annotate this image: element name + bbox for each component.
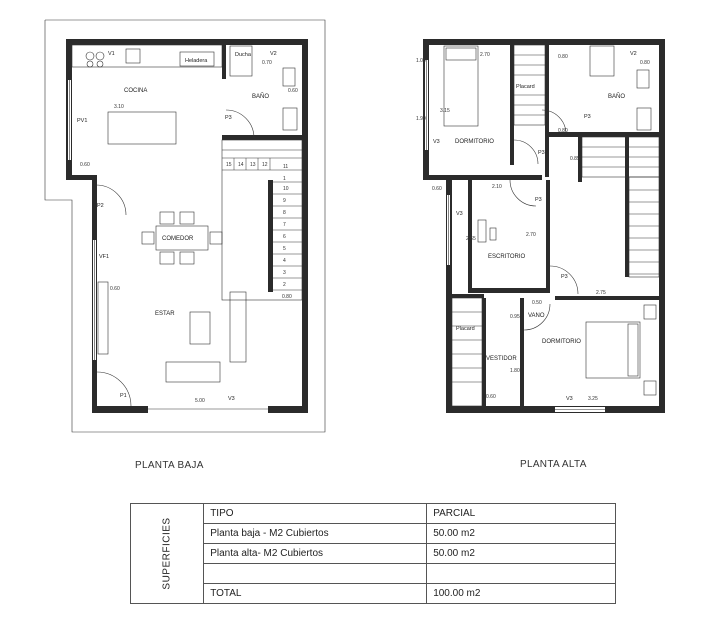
surfaces-side-label: SUPERFICIES bbox=[131, 504, 204, 604]
dim-060: 0.60 bbox=[486, 394, 496, 400]
step-label: 4 bbox=[283, 258, 286, 264]
bed-dorm2 bbox=[586, 322, 640, 378]
label-v3: V3 bbox=[228, 396, 235, 402]
wall-dorm2-north bbox=[555, 296, 659, 300]
room-bano-pa: BAÑO bbox=[608, 94, 626, 100]
bed-dorm1 bbox=[444, 46, 478, 126]
label-v2: V2 bbox=[270, 51, 277, 57]
placard-vestidor bbox=[452, 298, 482, 406]
wall-dorm1-south bbox=[452, 175, 542, 180]
toilet-pa bbox=[637, 70, 649, 88]
dim-270-a: 2.70 bbox=[480, 52, 490, 58]
dim-180: 1.80 bbox=[510, 368, 520, 374]
step-label: 8 bbox=[283, 210, 286, 216]
dim-080-c: 0.80 bbox=[640, 60, 650, 66]
step-label: 14 bbox=[238, 162, 244, 168]
label-p1: P1 bbox=[120, 393, 127, 399]
shower bbox=[230, 46, 252, 76]
dim-080-b: 0.80 bbox=[558, 128, 568, 134]
cell-total-value: 100.00 m2 bbox=[427, 584, 616, 604]
label-p3-b: P3 bbox=[584, 114, 591, 120]
shower-pa bbox=[590, 46, 614, 76]
dim-100: 1.00 bbox=[416, 58, 426, 64]
dim-060-b: 0.60 bbox=[288, 88, 298, 94]
desk-escritorio bbox=[478, 220, 486, 242]
table-row bbox=[131, 524, 616, 544]
surfaces-table bbox=[130, 503, 616, 605]
cell-tipo: Planta baja - M2 Cubiertos bbox=[204, 524, 427, 544]
dim-085: 0.85 bbox=[570, 156, 580, 162]
cell-parcial: 50.00 m2 bbox=[427, 524, 616, 544]
label-ducha: Ducha bbox=[235, 52, 251, 58]
dim-080: 0.80 bbox=[282, 294, 292, 300]
step-label: 9 bbox=[283, 198, 286, 204]
ground-floor-plan bbox=[45, 20, 325, 432]
upper-floor-title: PLANTA ALTA bbox=[520, 459, 587, 470]
stair-step-numbers bbox=[226, 162, 289, 288]
label-v1: V1 bbox=[108, 51, 115, 57]
step-label: 5 bbox=[283, 246, 286, 252]
step-label: 13 bbox=[250, 162, 256, 168]
table-row bbox=[131, 544, 616, 564]
dim-500: 5.00 bbox=[195, 398, 205, 404]
coffee-table bbox=[190, 312, 210, 344]
dim-080-a: 0.80 bbox=[558, 54, 568, 60]
tv-unit bbox=[98, 282, 108, 354]
stair-treads bbox=[222, 150, 302, 290]
step-label: 3 bbox=[283, 270, 286, 276]
dim-060-b-pa: 0.60 bbox=[432, 186, 442, 192]
dim-050: 0.50 bbox=[532, 300, 542, 306]
label-p3-d: P3 bbox=[561, 274, 568, 280]
ground-floor-title: PLANTA BAJA bbox=[135, 460, 204, 471]
basin bbox=[283, 108, 297, 130]
dim-270-b: 2.70 bbox=[526, 232, 536, 238]
room-vano: VANO bbox=[528, 313, 545, 319]
step-label: 15 bbox=[226, 162, 232, 168]
upper-floor-plan bbox=[416, 39, 665, 413]
label-p2: P2 bbox=[97, 203, 104, 209]
label-placard-2: Placard bbox=[456, 326, 475, 332]
dim-190: 1.90 bbox=[416, 116, 426, 122]
room-vestidor: VESTIDOR bbox=[486, 356, 517, 362]
label-vf1: VF1 bbox=[99, 254, 110, 260]
dim-070: 0.70 bbox=[262, 60, 272, 66]
wall-north bbox=[66, 39, 308, 45]
header-tipo: TIPO bbox=[204, 504, 427, 524]
wall-west-step bbox=[66, 175, 96, 180]
dim-060-a: 0.60 bbox=[80, 162, 90, 168]
dim-095: 0.95 bbox=[510, 314, 520, 320]
label-pv1: PV1 bbox=[77, 118, 88, 124]
cell-tipo bbox=[204, 564, 427, 584]
kitchen-island bbox=[108, 112, 176, 144]
room-dormitorio-1: DORMITORIO bbox=[455, 139, 494, 145]
room-cocina: COCINA bbox=[124, 88, 148, 94]
dim-275: 2.75 bbox=[596, 290, 606, 296]
dim-210: 2.10 bbox=[492, 184, 502, 190]
dim-265: 2.65 bbox=[466, 236, 476, 242]
header-parcial: PARCIAL bbox=[427, 504, 616, 524]
wall-vestidor-east bbox=[520, 298, 524, 406]
dim-315: 3.15 bbox=[440, 108, 450, 114]
toilet bbox=[283, 68, 295, 86]
table-row-total bbox=[131, 584, 616, 604]
dim-310: 3.10 bbox=[114, 104, 124, 110]
basin-pa bbox=[637, 108, 651, 130]
step-label: 2 bbox=[283, 282, 286, 288]
wall-vestidor-west bbox=[482, 298, 486, 406]
label-heladera: Heladera bbox=[185, 58, 208, 64]
room-comedor: COMEDOR bbox=[162, 236, 194, 242]
label-placard-1: Placard bbox=[516, 84, 535, 90]
step-label: 10 bbox=[283, 186, 289, 192]
wall-bath-south bbox=[222, 135, 302, 140]
stair-treads-upper bbox=[582, 147, 659, 274]
wall-east-pa bbox=[659, 39, 665, 413]
cell-parcial bbox=[427, 564, 616, 584]
table-row bbox=[131, 564, 616, 584]
step-label: 11 bbox=[283, 164, 289, 170]
label-v2-pa: V2 bbox=[630, 51, 637, 57]
wall-stair-divider-pa bbox=[625, 137, 629, 277]
sink bbox=[126, 49, 140, 63]
step-label: 7 bbox=[283, 222, 286, 228]
cell-parcial: 50.00 m2 bbox=[427, 544, 616, 564]
wall-escritorio-west bbox=[468, 180, 472, 290]
sofa bbox=[230, 292, 246, 362]
room-estar: ESTAR bbox=[155, 311, 175, 317]
step-label: 12 bbox=[262, 162, 268, 168]
door-p1-arc bbox=[97, 372, 131, 406]
cell-tipo: Planta alta- M2 Cubiertos bbox=[204, 544, 427, 564]
wall-escritorio-east bbox=[546, 180, 550, 290]
room-bano-pb: BAÑO bbox=[252, 94, 270, 100]
label-p3-c: P3 bbox=[535, 197, 542, 203]
label-v3-c: V3 bbox=[566, 396, 573, 402]
label-p3-a: P3 bbox=[538, 150, 545, 156]
wall-escritorio-south bbox=[468, 288, 550, 293]
armchair-set bbox=[166, 362, 220, 382]
dim-325: 3.25 bbox=[588, 396, 598, 402]
step-label: 1 bbox=[283, 176, 286, 182]
cell-total-label: TOTAL bbox=[204, 584, 427, 604]
room-escritorio: ESCRITORIO bbox=[488, 254, 526, 260]
stair-wall bbox=[268, 180, 273, 292]
dim-060-c: 0.60 bbox=[110, 286, 120, 292]
wall-bath-west bbox=[222, 45, 226, 79]
door-p2-arc bbox=[96, 185, 126, 215]
label-v3-b: V3 bbox=[456, 211, 463, 217]
wall-north-pa bbox=[423, 39, 665, 45]
step-label: 6 bbox=[283, 234, 286, 240]
wall-dorm1-east bbox=[510, 45, 514, 165]
label-p3: P3 bbox=[225, 115, 232, 121]
wall-east bbox=[302, 39, 308, 413]
room-dormitorio-2: DORMITORIO bbox=[542, 339, 581, 345]
label-v3-a: V3 bbox=[433, 139, 440, 145]
wall-placard-north bbox=[452, 294, 484, 298]
